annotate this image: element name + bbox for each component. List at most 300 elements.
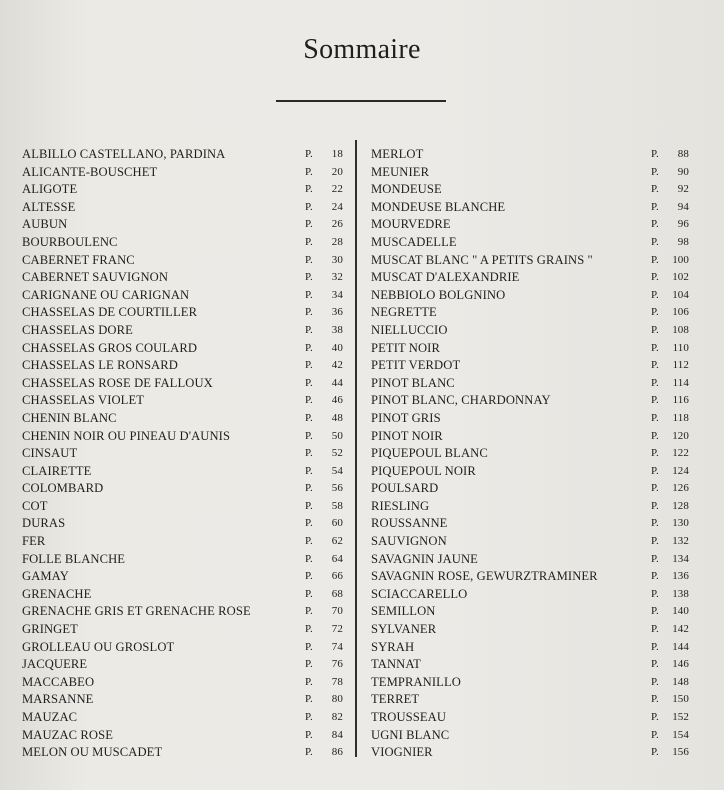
- contents-entry: [371, 357, 689, 375]
- entry-name: MUSCAT D'ALEXANDRIE: [371, 270, 520, 285]
- entry-page-ref: [305, 568, 345, 586]
- contents-entry: [371, 410, 689, 428]
- contents-entry: [371, 691, 689, 709]
- page-prefix: P.: [305, 165, 313, 178]
- entry-name: PIQUEPOUL BLANC: [371, 446, 488, 461]
- page-number: 150: [672, 693, 689, 706]
- contents-entry: [371, 304, 689, 322]
- entry-name: CABERNET SAUVIGNON: [22, 270, 169, 285]
- column-divider: [355, 140, 357, 757]
- entry-name: CHASSELAS DE COURTILLER: [22, 305, 198, 320]
- page-prefix: P.: [651, 359, 659, 372]
- page-number: 44: [331, 376, 343, 389]
- entry-name: MACCABEO: [22, 674, 95, 689]
- entry-page-ref: [651, 515, 691, 533]
- entry-name: CHENIN NOIR OU PINEAU D'AUNIS: [22, 428, 231, 443]
- page-number: 154: [672, 728, 689, 741]
- contents-entry: [22, 375, 344, 393]
- contents-entry: [22, 480, 344, 498]
- entry-name: MAUZAC: [22, 710, 78, 724]
- contents-entry: [371, 252, 689, 270]
- page-prefix: P.: [651, 499, 659, 512]
- entry-name: SYRAH: [371, 639, 415, 654]
- page-number: 68: [331, 587, 343, 600]
- entry-name: ALIGOTE: [22, 182, 78, 197]
- page-number: 26: [331, 218, 343, 231]
- entry-name: SYLVANER: [371, 622, 437, 637]
- entry-name: SAVAGNIN JAUNE: [371, 551, 478, 566]
- contents-entry: [22, 551, 344, 569]
- page-number: 88: [677, 148, 689, 160]
- entry-name: PIQUEPOUL NOIR: [371, 463, 476, 478]
- page-prefix: P.: [305, 359, 313, 372]
- contents-entry: [22, 181, 344, 199]
- entry-page-ref: [651, 603, 691, 621]
- entry-name: COT: [22, 498, 48, 513]
- page-number: 130: [672, 517, 689, 530]
- entry-name: ROUSSANNE: [371, 516, 448, 531]
- entry-page-ref: [651, 340, 691, 358]
- contents-entry: [22, 639, 344, 657]
- entry-page-ref: [305, 445, 345, 463]
- page-prefix: P.: [651, 271, 659, 284]
- page-prefix: P.: [651, 464, 659, 477]
- contents-entry: [22, 269, 344, 287]
- entry-page-ref: [651, 304, 691, 322]
- entry-page-ref: [651, 656, 691, 674]
- contents-entry: [371, 727, 689, 745]
- contents-entry: [371, 568, 689, 586]
- entry-name: CHASSELAS ROSE DE FALLOUX: [22, 375, 213, 390]
- contents-column-right: [371, 146, 689, 762]
- page-number: 38: [331, 323, 343, 336]
- page-number: 102: [672, 271, 689, 284]
- page-prefix: P.: [305, 447, 313, 460]
- page-number: 46: [331, 394, 343, 407]
- entry-name: PINOT BLANC: [371, 375, 455, 390]
- entry-page-ref: [651, 621, 691, 639]
- contents-entry: [22, 533, 344, 551]
- page-number: 60: [331, 517, 343, 530]
- page-number: 126: [672, 482, 689, 495]
- entry-name: CARIGNANE OU CARIGNAN: [22, 287, 190, 302]
- page-prefix: P.: [651, 218, 659, 231]
- page-number: 94: [677, 200, 689, 213]
- entry-page-ref: [305, 181, 345, 199]
- entry-name: MERLOT: [371, 147, 424, 161]
- page-number: 100: [672, 253, 689, 266]
- contents-entry: [371, 463, 689, 481]
- page-number: 78: [331, 675, 343, 688]
- contents-entry: [371, 480, 689, 498]
- entry-page-ref: [305, 586, 345, 604]
- page-prefix: P.: [305, 183, 313, 196]
- page-number: 120: [672, 429, 689, 442]
- contents-entry: [371, 234, 689, 252]
- entry-page-ref: [651, 410, 691, 428]
- page-number: 144: [672, 640, 689, 653]
- contents-entry: [371, 551, 689, 569]
- entry-name: PINOT BLANC, CHARDONNAY: [371, 393, 551, 408]
- page-number: 108: [672, 323, 689, 336]
- title-underline: [276, 100, 446, 102]
- page-number: 114: [672, 376, 689, 389]
- contents-entry: [22, 656, 344, 674]
- entry-name: PETIT NOIR: [371, 340, 440, 355]
- entry-name: MEUNIER: [371, 164, 430, 179]
- page-number: 148: [672, 675, 689, 688]
- contents-entry: [371, 639, 689, 657]
- page-prefix: P.: [651, 447, 659, 460]
- page-prefix: P.: [305, 552, 313, 565]
- page-number: 84: [331, 728, 343, 741]
- page-prefix: P.: [651, 200, 659, 213]
- entry-page-ref: [651, 498, 691, 516]
- page-prefix: P.: [651, 552, 659, 565]
- entry-page-ref: [651, 146, 691, 164]
- contents-entry: [22, 674, 344, 692]
- page-prefix: P.: [305, 482, 313, 495]
- entry-page-ref: [305, 287, 345, 305]
- page-prefix: P.: [651, 183, 659, 196]
- page-number: 54: [331, 464, 343, 477]
- entry-name: PETIT VERDOT: [371, 358, 461, 373]
- contents-entry: [22, 463, 344, 481]
- entry-page-ref: [305, 498, 345, 516]
- page-number: 92: [677, 183, 689, 196]
- entry-page-ref: [651, 727, 691, 745]
- page-prefix: P.: [305, 235, 313, 248]
- entry-name: GRENACHE: [22, 586, 92, 601]
- entry-page-ref: [651, 375, 691, 393]
- page-number: 142: [672, 623, 689, 636]
- page-number: 50: [331, 429, 343, 442]
- page-prefix: P.: [651, 411, 659, 424]
- entry-page-ref: [651, 533, 691, 551]
- entry-name: MUSCADELLE: [371, 234, 457, 249]
- entry-name: MOURVEDRE: [371, 217, 451, 232]
- page-prefix: P.: [651, 306, 659, 319]
- entry-page-ref: [651, 216, 691, 234]
- contents-column-left: [22, 146, 344, 762]
- contents-entry: [371, 181, 689, 199]
- contents-entry: [371, 445, 689, 463]
- entry-page-ref: [305, 551, 345, 569]
- entry-name: CHENIN BLANC: [22, 410, 117, 425]
- page-number: 28: [331, 235, 343, 248]
- page-number: 48: [331, 411, 343, 424]
- page-number: 34: [331, 288, 343, 301]
- contents-entry: [371, 392, 689, 410]
- entry-page-ref: [651, 463, 691, 481]
- contents-entry: [22, 445, 344, 463]
- entry-name: MELON OU MUSCADET: [22, 745, 163, 760]
- entry-name: MUSCAT BLANC " A PETITS GRAINS ": [371, 252, 593, 267]
- entry-name: CABERNET FRANC: [22, 252, 135, 267]
- contents-entry: [22, 234, 344, 252]
- entry-name: MONDEUSE: [371, 182, 442, 197]
- contents-entry: [371, 340, 689, 358]
- entry-page-ref: [651, 164, 691, 182]
- entry-page-ref: [651, 234, 691, 252]
- entry-name: CHASSELAS VIOLET: [22, 393, 145, 408]
- page-number: 52: [331, 447, 343, 460]
- entry-page-ref: [651, 551, 691, 569]
- page-prefix: P.: [651, 675, 659, 688]
- entry-name: TERRET: [371, 692, 420, 707]
- entry-page-ref: [305, 234, 345, 252]
- contents-entry: [22, 586, 344, 604]
- page-number: 152: [672, 711, 689, 723]
- page-prefix: P.: [651, 165, 659, 178]
- page-number: 138: [672, 587, 689, 600]
- contents-entry: [371, 164, 689, 182]
- contents-entry: [371, 656, 689, 674]
- page-number: 98: [677, 235, 689, 248]
- entry-page-ref: [651, 287, 691, 305]
- contents-entry: [371, 603, 689, 621]
- page-number: 42: [331, 359, 343, 372]
- page-number: 112: [672, 359, 689, 372]
- page-number: 76: [331, 658, 343, 671]
- contents-entry: [371, 709, 689, 727]
- page-number: 132: [672, 535, 689, 548]
- contents-entry: [371, 287, 689, 305]
- page-number: 80: [331, 693, 343, 706]
- page-prefix: P.: [305, 605, 313, 618]
- page-prefix: P.: [651, 323, 659, 336]
- entry-page-ref: [651, 428, 691, 446]
- page-number: 118: [672, 411, 689, 424]
- page-prefix: P.: [305, 587, 313, 600]
- contents-entry: [22, 410, 344, 428]
- entry-page-ref: [651, 744, 691, 762]
- page-number: 128: [672, 499, 689, 512]
- contents-entry: [22, 744, 344, 762]
- contents-entry: [371, 375, 689, 393]
- page-number: 110: [672, 341, 689, 354]
- entry-page-ref: [305, 146, 345, 164]
- page-number: 22: [331, 183, 343, 196]
- contents-entry: [22, 691, 344, 709]
- contents-entry: [22, 146, 344, 164]
- page-prefix: P.: [651, 394, 659, 407]
- page-number: 134: [672, 552, 689, 565]
- page-prefix: P.: [651, 605, 659, 618]
- entry-name: ALTESSE: [22, 199, 76, 214]
- entry-page-ref: [305, 199, 345, 217]
- page-prefix: P.: [305, 675, 313, 688]
- page-prefix: P.: [651, 640, 659, 653]
- page-number: 96: [677, 218, 689, 231]
- entry-page-ref: [305, 727, 345, 745]
- contents-entry: [371, 533, 689, 551]
- entry-name: CHASSELAS GROS COULARD: [22, 340, 198, 355]
- contents-entry: [22, 304, 344, 322]
- page-prefix: P.: [651, 288, 659, 301]
- entry-page-ref: [651, 709, 691, 727]
- entry-page-ref: [651, 445, 691, 463]
- entry-page-ref: [305, 691, 345, 709]
- entry-name: ALICANTE-BOUSCHET: [22, 164, 158, 179]
- entry-name: TEMPRANILLO: [371, 674, 461, 689]
- entry-page-ref: [305, 603, 345, 621]
- contents-entry: [371, 146, 689, 164]
- entry-page-ref: [651, 392, 691, 410]
- page-prefix: P.: [305, 623, 313, 636]
- entry-page-ref: [305, 463, 345, 481]
- page-number: 146: [672, 658, 689, 671]
- entry-page-ref: [305, 515, 345, 533]
- page-prefix: P.: [305, 517, 313, 530]
- page-prefix: P.: [305, 658, 313, 671]
- page-prefix: P.: [651, 587, 659, 600]
- entry-name: GRINGET: [22, 622, 78, 637]
- page-number: 136: [672, 570, 689, 583]
- page-prefix: P.: [305, 640, 313, 653]
- contents-entry: [22, 603, 344, 621]
- contents-entry: [22, 357, 344, 375]
- page-number: 32: [331, 271, 343, 284]
- entry-page-ref: [651, 639, 691, 657]
- entry-page-ref: [305, 164, 345, 182]
- page-prefix: P.: [651, 711, 659, 723]
- entry-page-ref: [305, 709, 345, 727]
- page-prefix: P.: [305, 728, 313, 741]
- page-number: 122: [672, 447, 689, 460]
- entry-page-ref: [305, 656, 345, 674]
- entry-name: COLOMBARD: [22, 481, 104, 496]
- page-number: 18: [331, 148, 343, 160]
- page-prefix: P.: [305, 429, 313, 442]
- page-number: 124: [672, 464, 689, 477]
- page-number: 86: [331, 746, 343, 759]
- entry-page-ref: [651, 269, 691, 287]
- entry-page-ref: [651, 181, 691, 199]
- entry-name: SAUVIGNON: [371, 534, 447, 549]
- entry-name: GRENACHE GRIS ET GRENACHE ROSE: [22, 604, 251, 619]
- page-prefix: P.: [651, 658, 659, 671]
- entry-name: DURAS: [22, 516, 66, 531]
- page-prefix: P.: [305, 253, 313, 266]
- page-prefix: P.: [651, 623, 659, 636]
- entry-page-ref: [651, 480, 691, 498]
- entry-name: GROLLEAU OU GROSLOT: [22, 639, 175, 654]
- page-prefix: P.: [305, 693, 313, 706]
- page-number: 20: [331, 165, 343, 178]
- contents-entry: [22, 392, 344, 410]
- entry-name: PINOT NOIR: [371, 428, 443, 443]
- entry-name: UGNI BLANC: [371, 727, 450, 742]
- entry-name: TROUSSEAU: [371, 710, 447, 724]
- page-prefix: P.: [305, 218, 313, 231]
- page-title: Sommaire: [303, 34, 421, 65]
- page-number: 24: [331, 200, 343, 213]
- contents-entry: [371, 269, 689, 287]
- entry-name: BOURBOULENC: [22, 234, 118, 249]
- entry-name: POULSARD: [371, 481, 439, 496]
- entry-page-ref: [305, 304, 345, 322]
- page-prefix: P.: [651, 253, 659, 266]
- page-number: 74: [331, 640, 343, 653]
- entry-page-ref: [651, 357, 691, 375]
- entry-page-ref: [651, 252, 691, 270]
- page-number: 56: [331, 482, 343, 495]
- entry-page-ref: [305, 340, 345, 358]
- page-number: 140: [672, 605, 689, 618]
- page-number: 82: [331, 711, 343, 723]
- page-prefix: P.: [305, 341, 313, 354]
- contents-entry: [22, 340, 344, 358]
- contents-entry: [22, 727, 344, 745]
- contents-entry: [371, 322, 689, 340]
- entry-page-ref: [651, 691, 691, 709]
- contents-entry: [371, 586, 689, 604]
- contents-entry: [371, 674, 689, 692]
- entry-name: CINSAUT: [22, 446, 78, 461]
- page-prefix: P.: [651, 535, 659, 548]
- entry-name: GAMAY: [22, 569, 69, 584]
- page-prefix: P.: [651, 482, 659, 495]
- page-number: 62: [331, 535, 343, 548]
- entry-page-ref: [305, 216, 345, 234]
- page-prefix: P.: [305, 746, 313, 759]
- page-prefix: P.: [651, 517, 659, 530]
- page-prefix: P.: [651, 376, 659, 389]
- entry-page-ref: [651, 674, 691, 692]
- entry-name: SEMILLON: [371, 604, 436, 619]
- page-prefix: P.: [305, 306, 313, 319]
- entry-page-ref: [305, 533, 345, 551]
- contents-entry: [22, 621, 344, 639]
- page-prefix: P.: [305, 148, 313, 160]
- entry-name: VIOGNIER: [371, 745, 433, 760]
- page-prefix: P.: [651, 429, 659, 442]
- page-number: 70: [331, 605, 343, 618]
- entry-page-ref: [305, 480, 345, 498]
- entry-page-ref: [305, 428, 345, 446]
- page-prefix: P.: [305, 570, 313, 583]
- page-prefix: P.: [305, 376, 313, 389]
- entry-name: CHASSELAS DORE: [22, 322, 133, 337]
- page-number: 90: [677, 165, 689, 178]
- page-prefix: P.: [305, 711, 313, 723]
- page-prefix: P.: [305, 499, 313, 512]
- page-prefix: P.: [651, 728, 659, 741]
- entry-page-ref: [651, 322, 691, 340]
- entry-page-ref: [305, 322, 345, 340]
- page-number: 66: [331, 570, 343, 583]
- page-number: 156: [672, 746, 689, 759]
- contents-entry: [22, 199, 344, 217]
- entry-name: FOLLE BLANCHE: [22, 551, 126, 566]
- contents-entry: [22, 568, 344, 586]
- entry-page-ref: [305, 639, 345, 657]
- contents-entry: [22, 709, 344, 727]
- page-prefix: P.: [305, 323, 313, 336]
- contents-entry: [371, 428, 689, 446]
- page-number: 116: [672, 394, 689, 407]
- page-number: 64: [331, 552, 343, 565]
- entry-name: MONDEUSE BLANCHE: [371, 199, 506, 214]
- entry-page-ref: [305, 410, 345, 428]
- page-prefix: P.: [651, 148, 659, 160]
- page-prefix: P.: [305, 535, 313, 548]
- contents-entry: [22, 164, 344, 182]
- entry-page-ref: [305, 357, 345, 375]
- page-number: 104: [672, 288, 689, 301]
- entry-name: CHASSELAS LE RONSARD: [22, 358, 178, 373]
